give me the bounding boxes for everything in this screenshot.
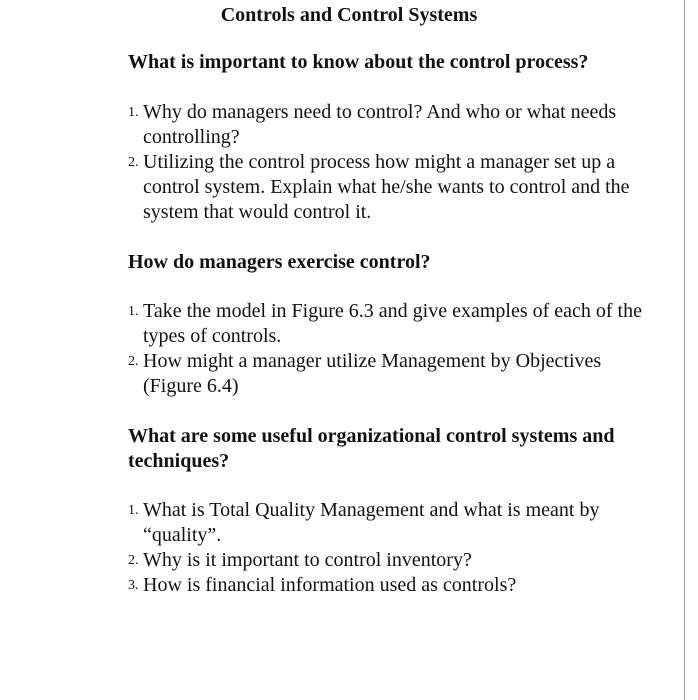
question-item [128,299,648,349]
question-number: 2. [128,553,139,568]
question-list-control-systems [128,498,648,598]
question-text: Take the model in Figure 6.3 and give examples of each of the types of controls. [143,300,642,347]
question-text: Utilizing the control process how might a manager set up a control system. Explain what he/she wants to control and the system that would control it. [143,151,630,223]
question-item [128,349,648,399]
question-list-control-process [128,100,648,225]
section-heading-control-process: What is important to know about the control process? [128,51,589,73]
question-text: How is financial information used as controls? [143,574,517,596]
question-list-exercise-control [128,299,648,399]
question-number: 2. [128,155,139,170]
section-heading-exercise-control: How do managers exercise control? [128,251,431,273]
page-title: Controls and Control Systems [220,4,478,26]
section-heading-control-systems: What are some useful organizational control systems and techniques? [128,425,615,472]
question-item [128,100,648,150]
question-item [128,150,648,225]
question-number: 1. [128,503,139,518]
question-item [128,573,648,598]
question-text: How might a manager utilize Management by Objectives (Figure 6.4) [143,350,602,397]
question-item [128,498,648,548]
question-number: 3. [128,578,139,593]
question-number: 1. [128,304,139,319]
question-text: What is Total Quality Management and what is meant by “quality”. [143,499,600,546]
question-text: Why do managers need to control? And who or what needs controlling? [143,101,617,148]
question-number: 2. [128,354,139,369]
question-number: 1. [128,105,139,120]
page-edge-divider [684,0,685,700]
question-text: Why is it important to control inventory? [143,549,472,571]
question-item [128,548,648,573]
